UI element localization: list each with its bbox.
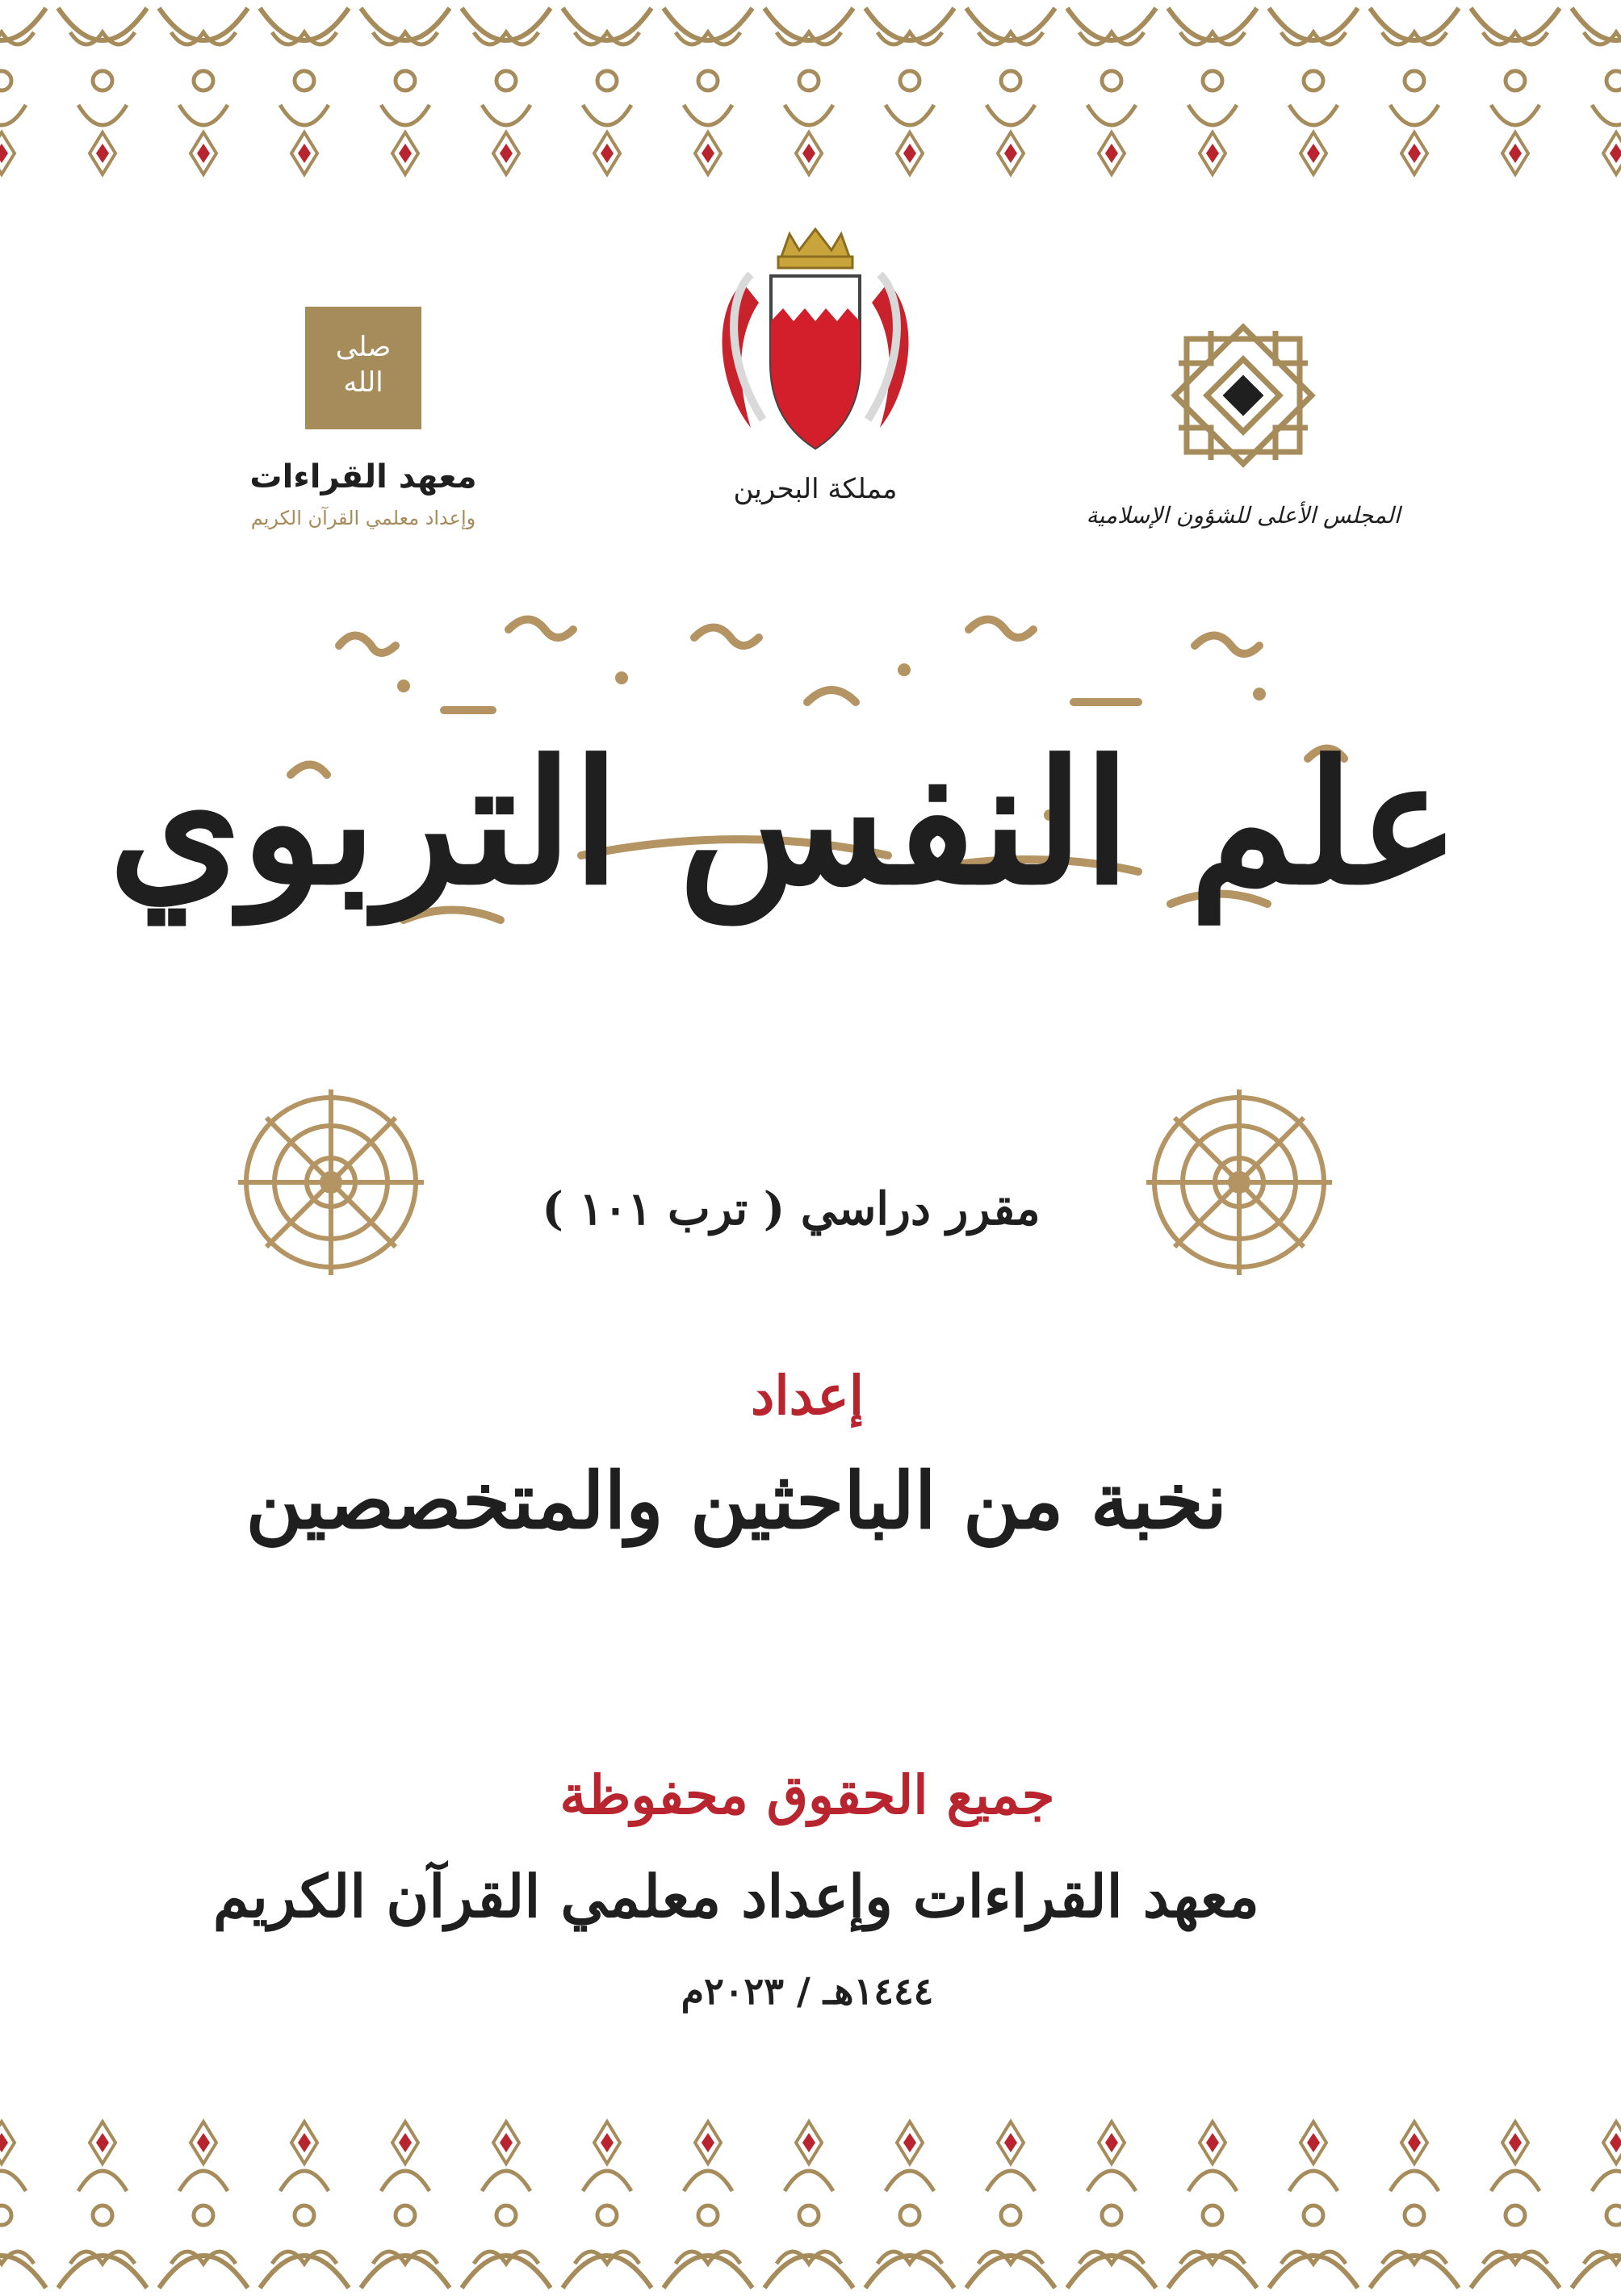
coat-of-arms-icon: [694, 226, 936, 468]
top-ornament-border: [0, 0, 1621, 186]
ornament-motif: [462, 8, 551, 174]
left-rosette-icon: [230, 1073, 432, 1291]
ornament-motif: [159, 2122, 248, 2288]
ornament-motif: [462, 2122, 551, 2288]
prepared-by-label: إعداد: [750, 1364, 865, 1427]
ornament-motif: [0, 8, 46, 174]
prepared-by-authors: نخبة من الباحثين والمتخصصين: [245, 1455, 1227, 1546]
kufic-square-logo-icon: [1162, 315, 1324, 476]
council-logo-block: [1082, 315, 1405, 557]
ornament-motif: [764, 8, 853, 174]
ornament-motif: [1471, 8, 1560, 174]
institute-badge: [305, 307, 421, 429]
ornament-motif: [865, 8, 954, 174]
ornament-motif: [1370, 2122, 1459, 2288]
course-code: مقرر دراسي ( ترب ١٠١ ): [542, 1182, 1041, 1236]
publisher-name: معهد القراءات وإعداد معلمي القرآن الكريم: [212, 1862, 1259, 1930]
ornament-motif: [58, 2122, 147, 2288]
ornament-motif: [563, 2122, 651, 2288]
ornament-motif: [1168, 2122, 1257, 2288]
ornament-motif: [865, 2122, 954, 2288]
institute-badge-line-1: صلى: [335, 331, 392, 363]
ornament-motif: [1067, 8, 1156, 174]
ornament-motif: [1067, 2122, 1156, 2288]
bahrain-emblem-block: [694, 226, 936, 516]
ornament-motif: [58, 8, 147, 174]
main-title: علم النفس التربوي: [108, 723, 1460, 922]
council-caption: المجلس الأعلى للشؤون الإسلامية: [1086, 502, 1401, 529]
ornament-motif: [966, 2122, 1055, 2288]
ornament-motif: [1269, 8, 1358, 174]
bahrain-caption: مملكة البحرين: [733, 473, 898, 505]
ornament-motif: [260, 8, 349, 174]
ornament-motif: [664, 8, 752, 174]
rights-notice: جميع الحقوق محفوظة: [559, 1763, 1055, 1826]
ornament-motif: [664, 2122, 752, 2288]
institute-badge-line-2: الله: [343, 366, 383, 399]
ornament-motif: [0, 2122, 46, 2288]
ornament-motif: [1572, 2122, 1621, 2288]
ornament-motif: [361, 8, 450, 174]
bottom-ornament-border: [0, 2090, 1621, 2296]
ornament-motif: [1269, 2122, 1358, 2288]
right-rosette-icon: [1138, 1073, 1340, 1291]
ornament-motif: [260, 2122, 349, 2288]
ornament-motif: [764, 2122, 853, 2288]
ornament-motif: [159, 8, 248, 174]
institute-name: معهد القراءات: [249, 458, 477, 496]
ornament-motif: [1572, 8, 1621, 174]
publication-date: ١٤٤٤هـ / ٢٠٢٣م: [681, 1969, 934, 2013]
ornament-motif: [563, 8, 651, 174]
institute-logo: [202, 307, 525, 549]
ornament-motif: [1168, 8, 1257, 174]
ornament-motif: [1370, 8, 1459, 174]
institute-subtitle: وإعداد معلمي القرآن الكريم: [250, 507, 476, 529]
ornament-motif: [1471, 2122, 1560, 2288]
ornament-motif: [361, 2122, 450, 2288]
ornament-motif: [966, 8, 1055, 174]
